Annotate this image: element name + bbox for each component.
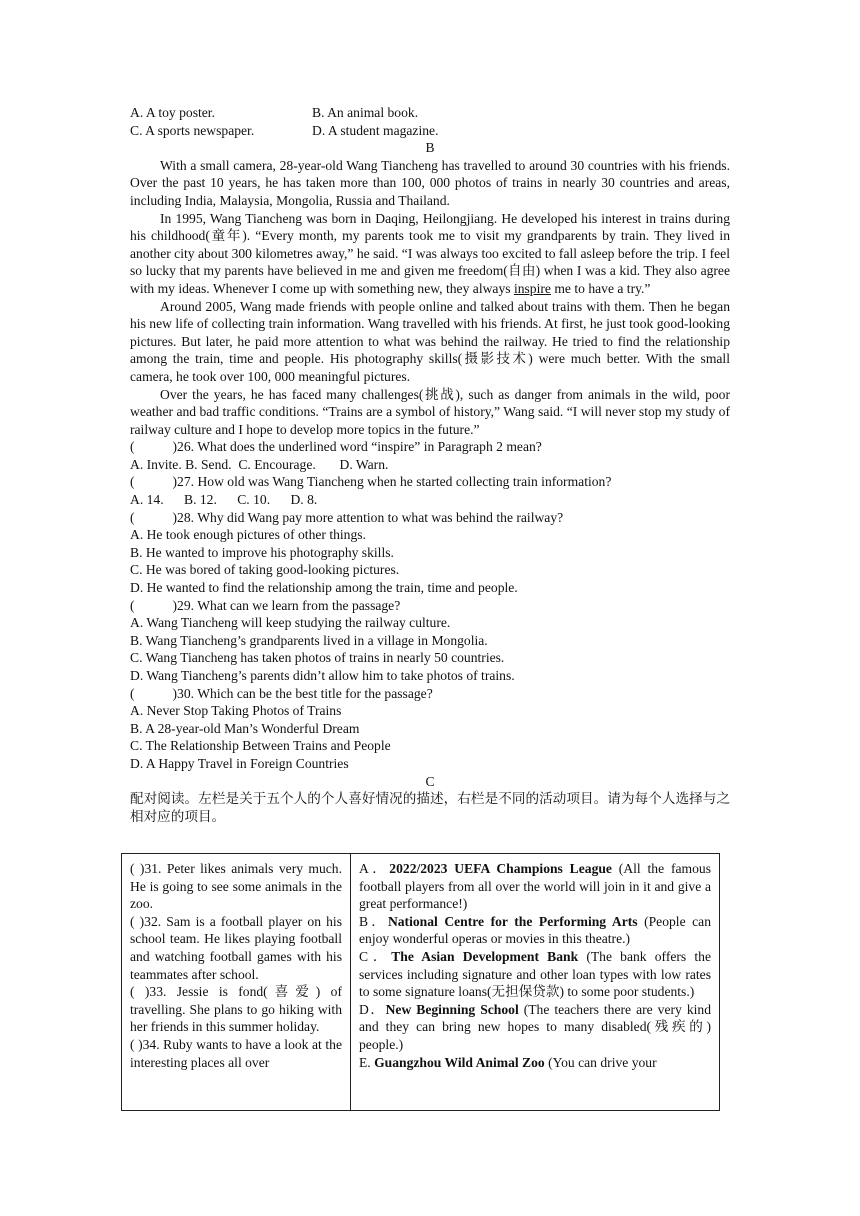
question-27-options: A. 14. B. 12. C. 10. D. 8. [130, 492, 318, 508]
question-28: ( )28. Why did Wang pay more attention to what was behind the railway? [130, 509, 564, 525]
matching-right-column [351, 854, 720, 1111]
worksheet-page [130, 104, 730, 825]
option-row [130, 122, 730, 140]
person-item: ( )32. Sam is a football player on his school team. He likes playing football and watching football games with his teammates after school. [130, 913, 342, 982]
question-28-option: D. He wanted to find the relationship among the train, time and people. [130, 580, 518, 596]
section-b-heading: B [425, 140, 435, 156]
question-30-option: B. A 28-year-old Man’s Wonderful Dream [130, 720, 360, 736]
passage-paragraph-2: In 1995, Wang Tiancheng was born in Daqing, Heilongjiang. He developed his interest in trains during his childhood(童年). “Every month, my parents took me to visit my grandparents by train. They lived in another city about 300 kilometres away,” he said. “I was always too excited to fall asleep before the trip. I feel so lucky that my parents have believed in me and given me freedom(自由) when I was a kid. They also agree with my ideas. Whenever I come up with something new, they always inspire me to have a try.” [130, 210, 730, 296]
question-29-option: A. Wang Tiancheng will keep studying the railway culture. [130, 615, 451, 631]
person-item: ( )31. Peter likes animals very much. He is going to see some animals in the zoo. [130, 861, 342, 912]
matching-table [121, 853, 720, 1111]
activity-item: B．National Centre for the Performing Arts (People can enjoy wonderful operas or movies in this theatre.) [359, 913, 711, 947]
activity-item: D．New Beginning School (The teachers there are very kind and they can bring new hopes to many disabled(残疾的) people.) [359, 1001, 711, 1052]
option-d: D. A student magazine. [312, 122, 439, 138]
option-row [130, 104, 730, 122]
question-27: ( )27. How old was Wang Tiancheng when he started collecting train information? [130, 474, 612, 490]
question-30: ( )30. Which can be the best title for the passage? [130, 685, 433, 701]
question-29-option: C. Wang Tiancheng has taken photos of trains in nearly 50 countries. [130, 650, 505, 666]
person-item: ( )34. Ruby wants to have a look at the interesting places all over [130, 1036, 342, 1070]
question-28-option: B. He wanted to improve his photography skills. [130, 544, 394, 560]
question-30-option: C. The Relationship Between Trains and People [130, 738, 391, 754]
question-29: ( )29. What can we learn from the passage? [130, 597, 401, 613]
passage-paragraph-4: Over the years, he has faced many challenges(挑战), such as danger from animals in the wild, poor weather and bad traffic conditions. “Trains are a symbol of history,” Wang said. “I will never stop my study of railway culture and I hope to develop more topics in the future.” [130, 386, 730, 437]
underlined-word: inspire [513, 280, 551, 296]
activity-item: A．2022/2023 UEFA Champions League (All the famous football players from all over the world will join in it and give a great performance!) [359, 861, 711, 912]
section-c-heading: C [425, 773, 435, 789]
passage-paragraph-1: With a small camera, 28-year-old Wang Tiancheng has travelled to around 30 countries with his friends. Over the past 10 years, he has taken more than 100, 000 photos of trains in nearly 30 countries and areas, including India, Malaysia, Mongolia, Russia and Thailand. [130, 157, 730, 208]
question-29-option: D. Wang Tiancheng’s parents didn’t allow him to take photos of trains. [130, 668, 515, 683]
passage-paragraph-3: Around 2005, Wang made friends with people online and talked about trains with them. Then he began his new life of collecting train information. Wang travelled with his friends. At first, he just took good-looking pictures. But later, he paid more attention to what was behind the railway. He tried to find the relationship among the train, time and people. His photography skills(摄影技术) were much better. With the small camera, he took over 100, 000 meaningful pictures. [130, 298, 730, 384]
question-29-option: B. Wang Tiancheng’s grandparents lived in a village in Mongolia. [130, 632, 488, 648]
matching-left-column [122, 854, 351, 1111]
option-a: A. A toy poster. [130, 105, 215, 120]
option-c: C. A sports newspaper. [130, 122, 255, 138]
question-30-option: D. A Happy Travel in Foreign Countries [130, 755, 349, 771]
option-b: B. An animal book. [312, 105, 419, 120]
person-item: ( )33. Jessie is fond(喜爱) of travelling. She plans to go hiking with her friends in this summer holiday. [130, 984, 342, 1035]
question-28-option: A. He took enough pictures of other things. [130, 527, 366, 543]
section-c-instruction: 配对阅读。左栏是关于五个人的个人喜好情况的描述，右栏是不同的活动项目。请为每个人选择与之相对应的项目。 [130, 791, 730, 824]
question-30-option: A. Never Stop Taking Photos of Trains [130, 703, 342, 719]
activity-item: C．The Asian Development Bank (The bank offers the services including signature and other loan types with low rates to some signature loans(无担保贷款) to some poor students.) [359, 948, 711, 1000]
activity-item: E. Guangzhou Wild Animal Zoo (You can drive your [359, 1054, 657, 1070]
question-28-option: C. He was bored of taking good-looking pictures. [130, 562, 400, 578]
question-26-options: A. Invite. B. Send. C. Encourage. D. Warn. [130, 456, 389, 472]
question-26: ( )26. What does the underlined word “inspire” in Paragraph 2 mean? [130, 439, 542, 455]
